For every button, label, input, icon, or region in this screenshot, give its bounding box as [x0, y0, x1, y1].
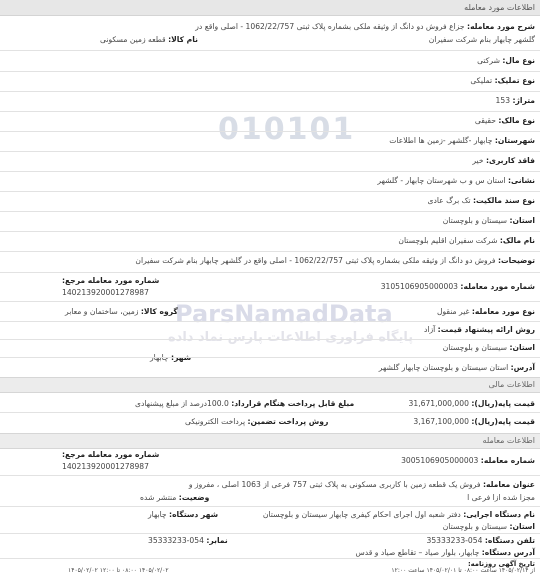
- ref-label-cell: [62, 276, 159, 286]
- date-row-1: [391, 566, 535, 576]
- divider: [0, 111, 540, 112]
- deal-ref-value-cell: [62, 462, 149, 472]
- date-row-1-left-cell: [68, 566, 169, 576]
- deed-row: [428, 196, 535, 206]
- date-row-1-right: از ۱۴۰۵/۰۲/۱۴ ساعت ۰۸:۰۰ تا ۱۴۰۵/۰۲/۰۱ ساعت ۱۲:۰۰: [391, 567, 535, 574]
- city-row: [389, 136, 535, 146]
- guarantee-label: روش پرداخت تضمین:: [247, 417, 329, 426]
- usage-row: [472, 156, 535, 166]
- divider: [0, 339, 540, 340]
- pay-cell: [135, 399, 354, 409]
- address-value: استان س و ب شهرستان چابهار - گلشهر: [377, 176, 506, 185]
- explain-value: فروش دو دانگ از وثیقه ملکی بشماره پلاک ثبتی 1062/22/757 - اصلی واقع در گلشهر چابهار بنام شرکت سفیران: [135, 256, 496, 265]
- section-header-deal-item: اطلاعات مورد معامله: [0, 0, 540, 16]
- watermark-brand: ParsNamadData: [175, 300, 393, 328]
- deal-no-label: شماره مورد معامله:: [460, 282, 535, 291]
- device-address-value: چابهار، بلوار صیاد – تقاطع صیاد و قدس: [355, 548, 480, 557]
- deal-number-value: 3005106905000003: [401, 456, 479, 465]
- divider: [0, 131, 540, 132]
- city-2-cell: [150, 353, 191, 363]
- city-2-value: چابهار: [150, 353, 169, 362]
- status-label: وضعیت:: [178, 493, 210, 502]
- guarantee-cell: [185, 417, 328, 427]
- divider: [0, 533, 540, 534]
- status-value: منتشر شده: [140, 493, 177, 502]
- area-row: [496, 96, 535, 106]
- explain-row: [135, 256, 535, 266]
- area-value: 153: [495, 96, 511, 105]
- fax-cell: [148, 536, 228, 546]
- owner-name-row: [398, 236, 535, 246]
- city-label: شهرستان:: [494, 136, 535, 145]
- deal-title-value-2: مجزا شده ازا فرعی ا: [467, 493, 535, 502]
- ownership-label: نوع تملیک:: [494, 76, 535, 85]
- divider: [0, 301, 540, 302]
- divider: [0, 91, 540, 92]
- divider: [0, 71, 540, 72]
- deal-type-value: غیر منقول: [436, 307, 470, 316]
- deposit-row: [413, 417, 535, 427]
- watermark-tagline: پایگاه فراوری اطلاعات پارس نماد داده: [168, 330, 414, 345]
- group-cell: [65, 307, 178, 317]
- divider: [0, 50, 540, 51]
- device-city-cell: [148, 510, 218, 520]
- divider: [0, 412, 540, 413]
- guarantee-value: پرداخت الکترونیکی: [185, 417, 246, 426]
- deal-no-value: 3105106905000003: [380, 282, 458, 291]
- base-price-row: [409, 399, 535, 409]
- address-label: نشانی:: [507, 176, 535, 185]
- divider: [0, 211, 540, 212]
- property-type-value: شرکتی: [477, 56, 500, 65]
- divider: [0, 231, 540, 232]
- description-value: جزاع فروش دو دانگ از وثیقه ملکی بشماره پلاک ثبتی 1062/22/757 - اصلی واقع در: [195, 22, 465, 31]
- deal-type-row: [437, 307, 535, 317]
- section-header-finance: اطلاعات مالی: [0, 377, 540, 393]
- owner-type-label: نوع مالک:: [498, 116, 535, 125]
- executor-label: نام دستگاه اجرایی:: [463, 510, 535, 519]
- divider: [0, 171, 540, 172]
- status-cell: [140, 493, 209, 503]
- group-label: گروه کالا:: [140, 307, 178, 316]
- item-name-value: قطعه زمین مسکونی: [100, 35, 166, 44]
- deal-no-row: [381, 282, 535, 292]
- property-type-row: [477, 56, 535, 66]
- device-address-row: [355, 548, 535, 558]
- divider: [0, 475, 540, 476]
- item-name-label: نام کالا:: [168, 35, 198, 44]
- deal-title-value: فروش یک قطعه زمین با کاربری مسکونی به پلاک ثبتی 757 فرعی از 1063 اصلی ، مفروز و: [188, 480, 481, 489]
- owner-name-label: نام مالک:: [499, 236, 535, 245]
- deal-number-row: [401, 456, 535, 466]
- phone-label: تلفن دستگاه:: [484, 536, 535, 545]
- description-value-2: گلشهر چابهار بنام شرکت سفیران: [428, 35, 535, 44]
- owner-type-row: [475, 116, 535, 126]
- province-row: [443, 216, 535, 226]
- executor-value: دفتر شعبه اول اجرای احکام کیفری چابهار سیستان و بلوچستان: [262, 510, 461, 519]
- province-2-value: سیستان و بلوچستان: [442, 343, 508, 352]
- pub-date-label: تاریخ آگهی روزنامه:: [467, 560, 535, 568]
- description-row: [195, 22, 535, 32]
- province-value: سیستان و بلوچستان: [442, 216, 508, 225]
- usage-label: فاقد کاربری:: [485, 156, 535, 165]
- owner-name-value: شرکت سفیران اقلیم بلوچستان: [398, 236, 498, 245]
- watermark-digits: 010101: [218, 112, 356, 147]
- description-label: شرح مورد معامله:: [467, 22, 535, 31]
- deal-title-row-2: [467, 493, 535, 503]
- province-label: استان:: [509, 216, 535, 225]
- bid-method-value: آزاد: [423, 325, 436, 334]
- province-2-label: استان:: [509, 343, 535, 352]
- section-header-deal: اطلاعات معامله: [0, 433, 540, 449]
- property-type-label: نوع مال:: [502, 56, 535, 65]
- divider: [0, 251, 540, 252]
- fax-value: 054-35333233: [148, 536, 204, 545]
- group-value: زمین، ساختمان و معابر: [65, 307, 139, 316]
- phone-row: [427, 536, 535, 546]
- province-2-row: [443, 343, 535, 353]
- fax-label: نمابر:: [206, 536, 228, 545]
- deal-ref-value: 140213920001278987: [62, 462, 149, 471]
- ownership-row: [470, 76, 535, 86]
- divider: [0, 357, 540, 358]
- address-row: [377, 176, 535, 186]
- item-name: [100, 35, 198, 45]
- deal-province-label: استان:: [509, 522, 535, 531]
- device-city-label: شهر دستگاه:: [169, 510, 219, 519]
- divider: [0, 151, 540, 152]
- deal-type-label: نوع مورد معامله:: [471, 307, 535, 316]
- ref-value-cell: [62, 288, 149, 298]
- ownership-value: تملیکی: [470, 76, 493, 85]
- address-2-label: آدرس:: [510, 363, 535, 372]
- pay-value: 100.0درصد از مبلغ پیشنهادی: [135, 399, 229, 408]
- usage-value: خیر: [472, 156, 484, 165]
- area-label: متراژ:: [512, 96, 535, 105]
- deed-value: تک برگ عادی: [427, 196, 471, 205]
- pay-label: مبلغ قابل پرداخت هنگام قرارداد:: [231, 399, 355, 408]
- executor-row: [263, 510, 535, 520]
- deposit-label: قیمت پایه(ریال):: [471, 417, 535, 426]
- bid-method-row: [424, 325, 535, 335]
- deal-ref-label: شماره مورد معامله مرجع:: [62, 450, 160, 459]
- explain-label: توضیحات:: [497, 256, 535, 265]
- owner-type-value: حقیقی: [474, 116, 496, 125]
- phone-value: 054-35333233: [426, 536, 483, 545]
- base-price-label: قیمت پایه(ریال):: [471, 399, 535, 408]
- device-address-label: آدرس دستگاه:: [481, 548, 535, 557]
- deal-province-row: [443, 522, 535, 532]
- deal-number-label: شماره معامله:: [480, 456, 535, 465]
- deal-title-row: [189, 480, 535, 490]
- divider: [0, 558, 540, 559]
- bid-method-label: روش ارائه پیشنهاد قیمت:: [437, 325, 535, 334]
- ref-value: 140213920001278987: [62, 288, 149, 297]
- base-price-value: 31,671,000,000: [408, 399, 469, 408]
- device-city-value: چابهار: [148, 510, 167, 519]
- date-row-1-left: ۱۴۰۵/۰۲/۰۲ ۰۸:۰۰ تا ۱۲:۰۰ ۱۴۰۵/۰۲/۰۲: [68, 567, 169, 574]
- city-value: چابهار -گلشهر -زمین ها اطلاعات: [389, 136, 493, 145]
- address-2-value: استان سیستان و بلوچستان چابهار گلشهر: [378, 363, 509, 372]
- divider: [0, 321, 540, 322]
- deposit-value: 3,167,100,000: [413, 417, 469, 426]
- divider: [0, 191, 540, 192]
- divider: [0, 506, 540, 507]
- description-row-2: [429, 35, 535, 45]
- deed-label: نوع سند مالکیت:: [472, 196, 535, 205]
- deal-title-label: عنوان معامله:: [482, 480, 535, 489]
- address-2-row: [379, 363, 535, 373]
- ref-label: شماره مورد معامله مرجع:: [62, 276, 160, 285]
- city-2-label: شهر:: [171, 353, 192, 362]
- deal-ref-label-cell: [62, 450, 159, 460]
- deal-province-value: سیستان و بلوچستان: [442, 522, 508, 531]
- divider: [0, 272, 540, 273]
